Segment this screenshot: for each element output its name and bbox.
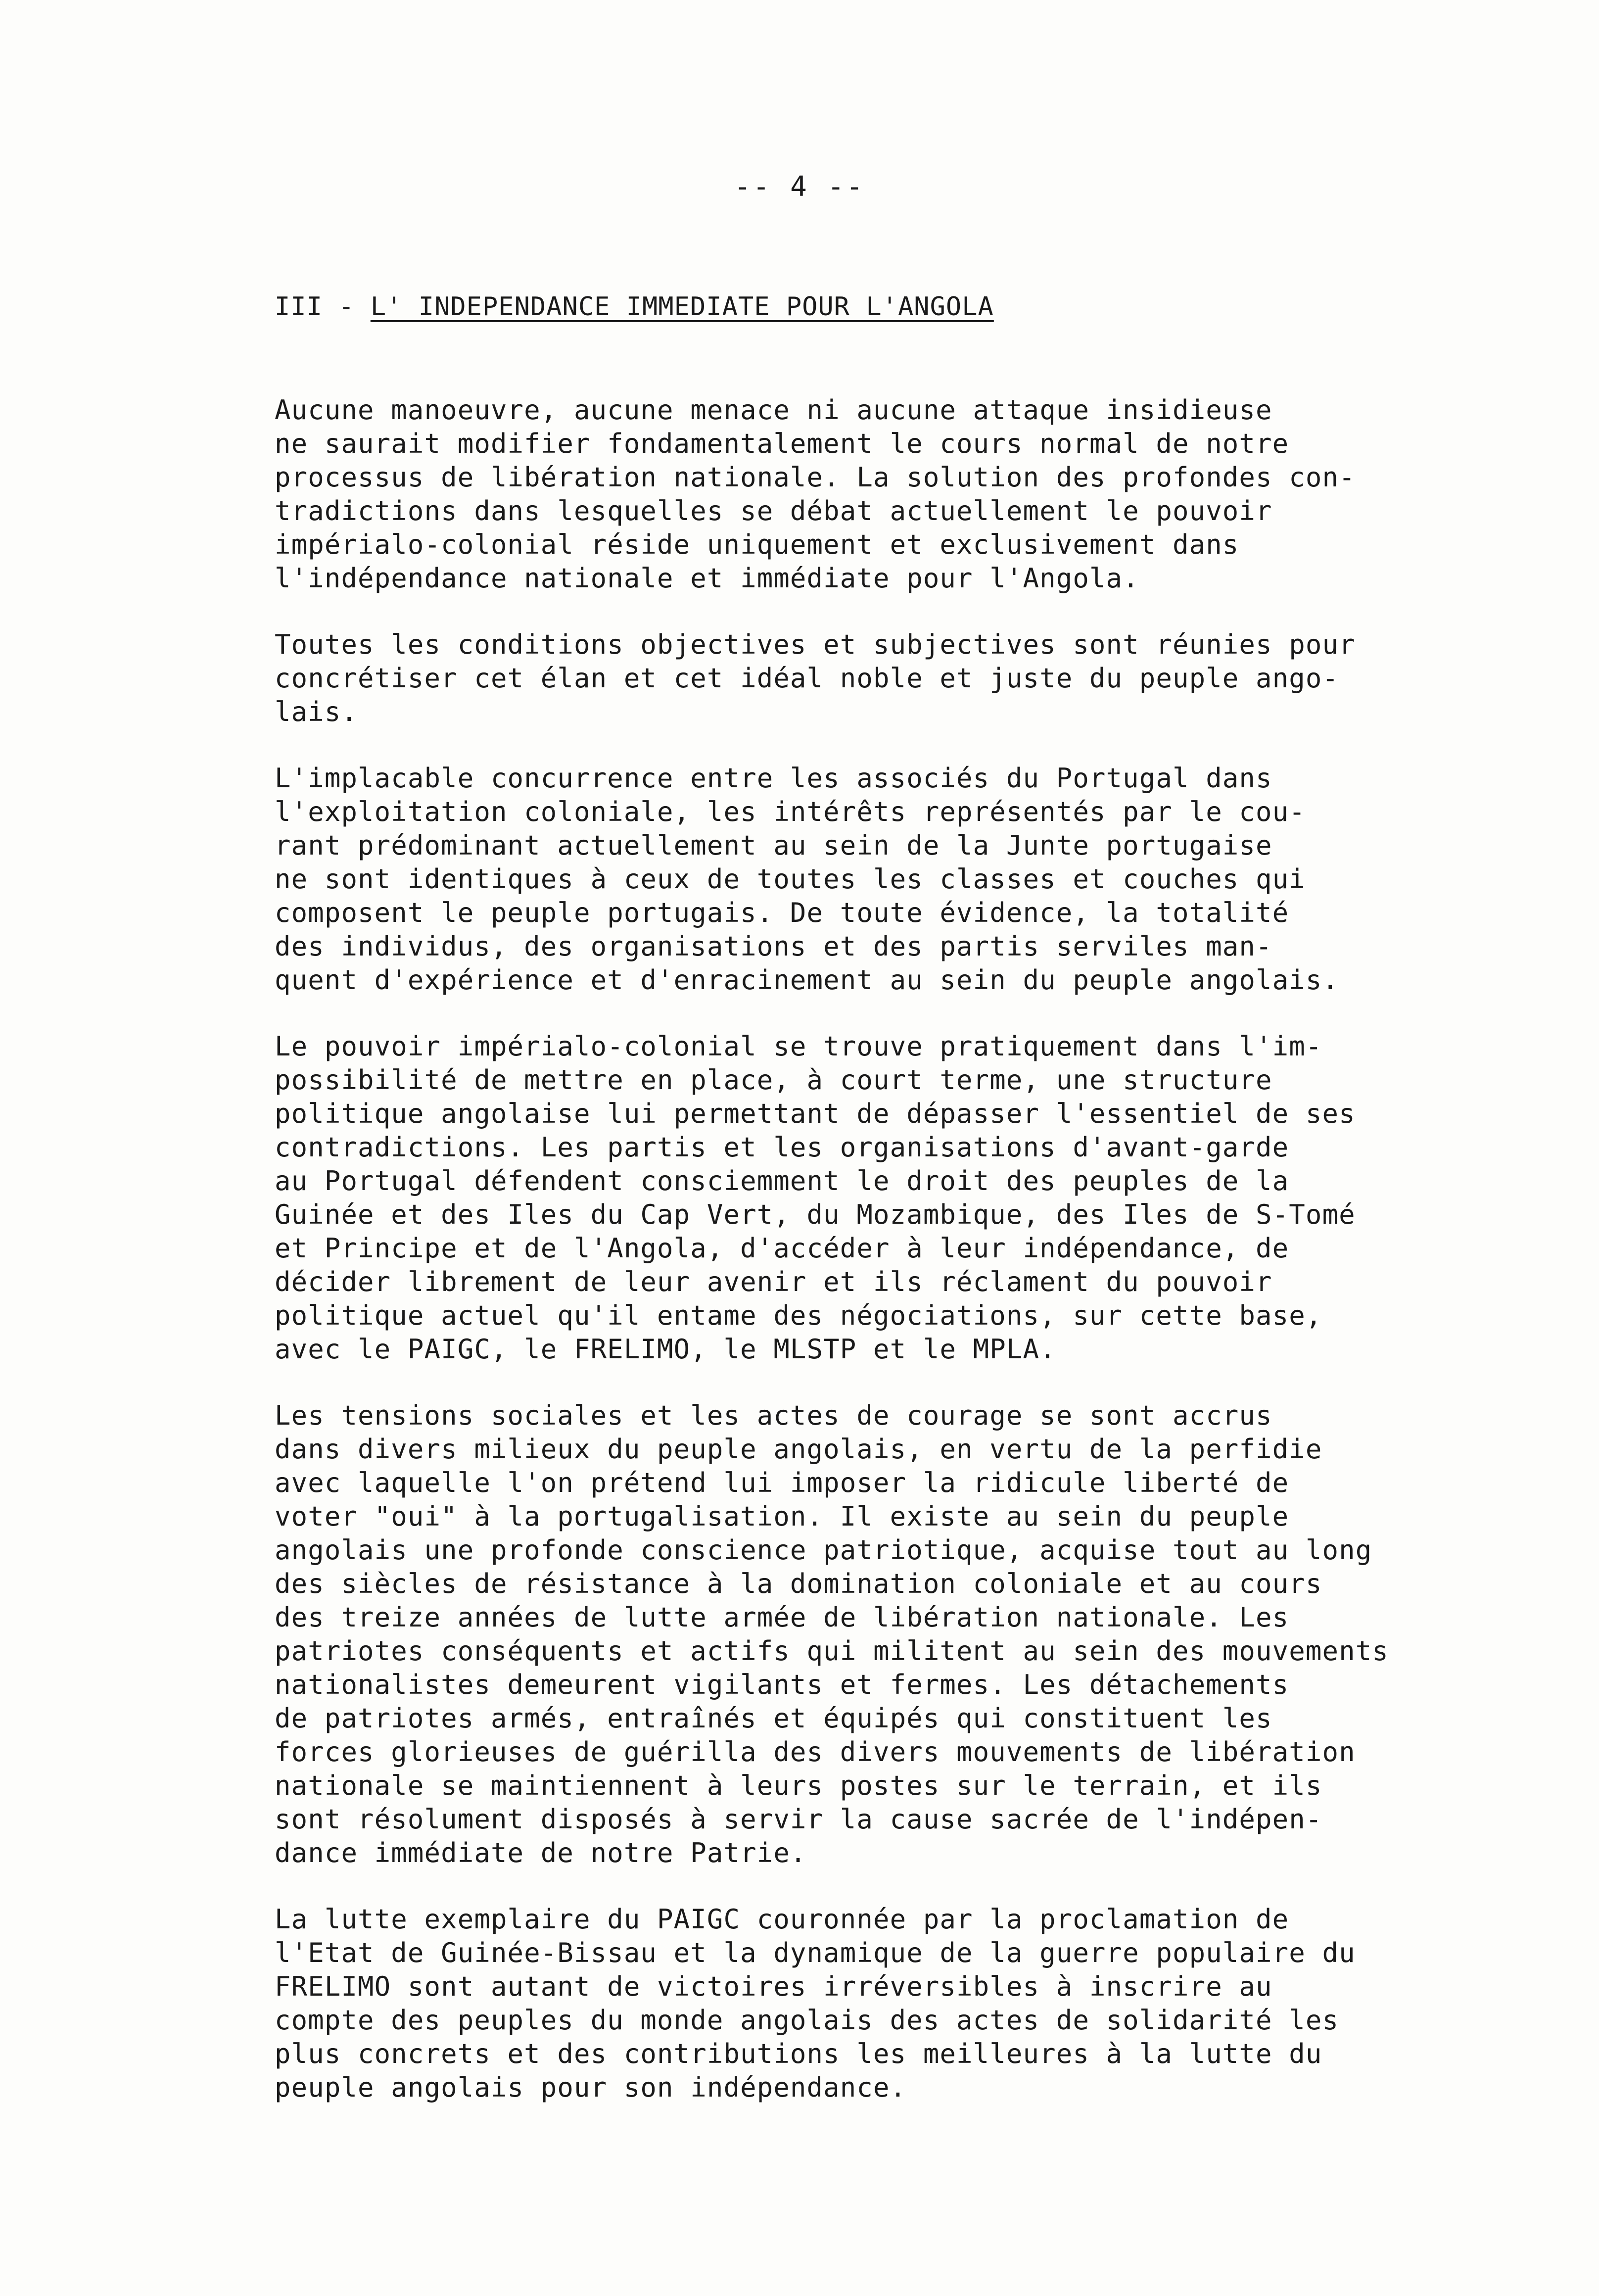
text-line: politique angolaise lui permettant de dépasser l'essentiel de ses xyxy=(275,1098,1356,1129)
text-line: impérialo-colonial réside uniquement et exclusivement dans xyxy=(275,529,1239,560)
text-line: décider librement de leur avenir et ils réclament du pouvoir xyxy=(275,1266,1272,1297)
paragraph xyxy=(275,393,1511,595)
text-line: peuple angolais pour son indépendance. xyxy=(275,2072,907,2103)
text-line: l'Etat de Guinée-Bissau et la dynamique de la guerre populaire du xyxy=(275,1937,1356,1968)
section-heading xyxy=(275,292,994,322)
text-line: nationale se maintiennent à leurs postes sur le terrain, et ils xyxy=(275,1770,1322,1801)
text-line: angolais une profonde conscience patriotique, acquise tout au long xyxy=(275,1534,1372,1566)
text-line: des siècles de résistance à la domination coloniale et au cours xyxy=(275,1568,1322,1599)
text-line: plus concrets et des contributions les meilleures à la lutte du xyxy=(275,2038,1322,2069)
text-line: l'exploitation coloniale, les intérêts représentés par le cou- xyxy=(275,796,1306,827)
text-line: nationalistes demeurent vigilants et fermes. Les détachements xyxy=(275,1669,1289,1700)
text-line: compte des peuples du monde angolais des actes de solidarité les xyxy=(275,2005,1339,2036)
text-line: l'indépendance nationale et immédiate pour l'Angola. xyxy=(275,563,1139,594)
text-line: composent le peuple portugais. De toute évidence, la totalité xyxy=(275,897,1289,928)
paragraph xyxy=(275,1903,1511,2105)
page-number: -- 4 -- xyxy=(734,171,865,203)
text-line: Toutes les conditions objectives et subjectives sont réunies pour xyxy=(275,629,1356,660)
text-line: de patriotes armés, entraînés et équipés qui constituent les xyxy=(275,1703,1272,1734)
text-line: sont résolument disposés à servir la cause sacrée de l'indépen- xyxy=(275,1804,1322,1835)
text-line: avec laquelle l'on prétend lui imposer la ridicule liberté de xyxy=(275,1467,1289,1498)
text-line: possibilité de mettre en place, à court terme, une structure xyxy=(275,1064,1272,1096)
text-line: La lutte exemplaire du PAIGC couronnée par la proclamation de xyxy=(275,1904,1289,1935)
text-line: avec le PAIGC, le FRELIMO, le MLSTP et le MPLA. xyxy=(275,1334,1056,1365)
text-line: politique actuel qu'il entame des négociations, sur cette base, xyxy=(275,1300,1322,1331)
section-title: L' INDEPENDANCE IMMEDIATE POUR L'ANGOLA xyxy=(370,292,994,322)
text-line: des individus, des organisations et des partis serviles man- xyxy=(275,931,1272,962)
text-line: dans divers milieux du peuple angolais, en vertu de la perfidie xyxy=(275,1434,1322,1465)
paragraph xyxy=(275,1030,1511,1366)
text-line: forces glorieuses de guérilla des divers mouvements de libération xyxy=(275,1736,1356,1768)
text-line: Le pouvoir impérialo-colonial se trouve pratiquement dans l'im- xyxy=(275,1031,1322,1062)
text-line: processus de libération nationale. La solution des profondes con- xyxy=(275,462,1356,493)
text-line: L'implacable concurrence entre les associés du Portugal dans xyxy=(275,763,1272,794)
text-line: tradictions dans lesquelles se débat actuellement le pouvoir xyxy=(275,495,1272,526)
text-line: et Principe et de l'Angola, d'accéder à leur indépendance, de xyxy=(275,1233,1289,1264)
paragraph xyxy=(275,1399,1511,1870)
text-line: des treize années de lutte armée de libération nationale. Les xyxy=(275,1602,1289,1633)
paragraph xyxy=(275,628,1511,729)
text-line: contradictions. Les partis et les organisations d'avant-garde xyxy=(275,1132,1289,1163)
text-line: voter "oui" à la portugalisation. Il existe au sein du peuple xyxy=(275,1501,1289,1532)
body-text xyxy=(275,393,1511,2137)
text-line: FRELIMO sont autant de victoires irréversibles à inscrire au xyxy=(275,1971,1272,2002)
text-line: Guinée et des Iles du Cap Vert, du Mozambique, des Iles de S-Tomé xyxy=(275,1199,1356,1230)
text-line: ne saurait modifier fondamentalement le cours normal de notre xyxy=(275,428,1289,459)
section-number: III - xyxy=(275,292,371,322)
text-line: quent d'expérience et d'enracinement au sein du peuple angolais. xyxy=(275,964,1339,996)
text-line: ne sont identiques à ceux de toutes les classes et couches qui xyxy=(275,863,1306,895)
text-line: au Portugal défendent consciemment le droit des peuples de la xyxy=(275,1165,1289,1196)
text-line: patriotes conséquents et actifs qui militent au sein des mouvements xyxy=(275,1635,1389,1667)
text-line: lais. xyxy=(275,696,358,727)
text-line: Aucune manoeuvre, aucune menace ni aucune attaque insidieuse xyxy=(275,394,1272,426)
text-line: rant prédominant actuellement au sein de la Junte portugaise xyxy=(275,830,1272,861)
text-line: dance immédiate de notre Patrie. xyxy=(275,1837,807,1868)
paragraph xyxy=(275,762,1511,997)
text-line: Les tensions sociales et les actes de courage se sont accrus xyxy=(275,1400,1272,1431)
text-line: concrétiser cet élan et cet idéal noble et juste du peuple ango- xyxy=(275,663,1339,694)
